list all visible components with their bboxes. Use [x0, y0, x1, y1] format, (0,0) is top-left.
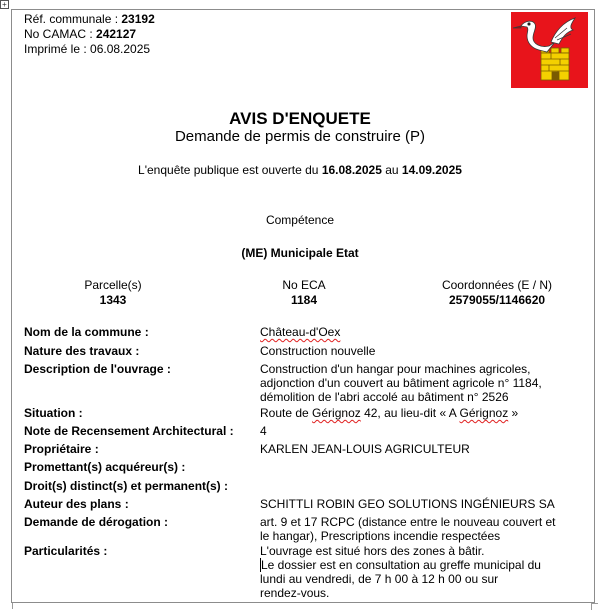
nature-label: Nature des travaux : — [24, 344, 140, 358]
nature-value: Construction nouvelle — [260, 344, 376, 358]
page-subtitle: Demande de permis de construire (P) — [174, 128, 426, 145]
situation-value: Route de Gérignoz 42, au lieu-dit « A Gérignoz » — [260, 406, 519, 420]
eca-label: No ECA — [282, 278, 326, 292]
move-handle-icon[interactable]: + — [0, 0, 9, 9]
parcelle-column — [13, 278, 213, 308]
parcelle-value: 1343 — [99, 293, 127, 307]
parcelle-label: Parcelle(s) — [84, 278, 142, 292]
auteur-value: SCHITTLI ROBIN GEO SOLUTIONS INGÉNIEURS SA — [260, 497, 555, 511]
description-value: Construction d'un hangar pour machines agricoles, adjonction d'un couvert au bâtiment agricole n° 1184, démolition de l'abri accolé au bâtiment n° 2526 — [260, 362, 542, 404]
eca-value: 1184 — [290, 293, 318, 307]
commune-value: Château-d'Oex — [260, 325, 341, 339]
page-corner-mark — [6, 603, 13, 609]
print-date: Imprimé le : 06.08.2025 — [24, 42, 151, 56]
recensement-label: Note de Recensement Architectural : — [24, 424, 234, 438]
commune-label: Nom de la commune : — [24, 325, 149, 339]
description-label: Description de l'ouvrage : — [24, 362, 171, 376]
coordinates-label: Coordonnées (E / N) — [441, 278, 553, 292]
page-title: AVIS D'ENQUETE — [229, 109, 371, 128]
eca-column — [204, 278, 404, 308]
auteur-label: Auteur des plans : — [24, 497, 129, 511]
particularites-label: Particularités : — [24, 544, 108, 558]
commune-crest — [511, 12, 588, 88]
coordinates-column — [397, 278, 597, 308]
proprietaire-label: Propriétaire : — [24, 442, 99, 456]
recensement-value: 4 — [260, 424, 267, 438]
camac-number: No CAMAC : 242127 — [24, 27, 137, 41]
competence-value: (ME) Municipale Etat — [241, 246, 359, 260]
droits-label: Droit(s) distinct(s) et permanent(s) : — [24, 479, 229, 493]
situation-label: Situation : — [24, 406, 83, 420]
coordinates-value: 2579055/1146620 — [448, 293, 546, 307]
crane-tower-icon — [511, 12, 588, 88]
ref-communale: Réf. communale : 23192 — [24, 12, 155, 26]
derogation-value: art. 9 et 17 RCPC (distance entre le nouveau couvert et le hangar), Prescriptions incendie respectées — [260, 515, 556, 543]
particularites-value: L'ouvrage est situé hors des zones à bâtir. Le dossier est en consultation au greffe municipal du lundi au vendredi, de 7 h 00 à 12 h 00 ou sur rendez-vous. — [260, 544, 582, 600]
enquete-period: L'enquête publique est ouverte du 16.08.2025 au 14.09.2025 — [138, 163, 462, 177]
proprietaire-value: KARLEN JEAN-LOUIS AGRICULTEUR — [260, 442, 470, 456]
text-cursor-line[interactable]: Le dossier est en consultation au greffe municipal du — [260, 558, 582, 572]
derogation-label: Demande de dérogation : — [24, 515, 169, 529]
competence-label: Compétence — [265, 213, 335, 227]
promettant-label: Promettant(s) acquéreur(s) : — [24, 460, 186, 474]
reference-block — [24, 12, 155, 57]
